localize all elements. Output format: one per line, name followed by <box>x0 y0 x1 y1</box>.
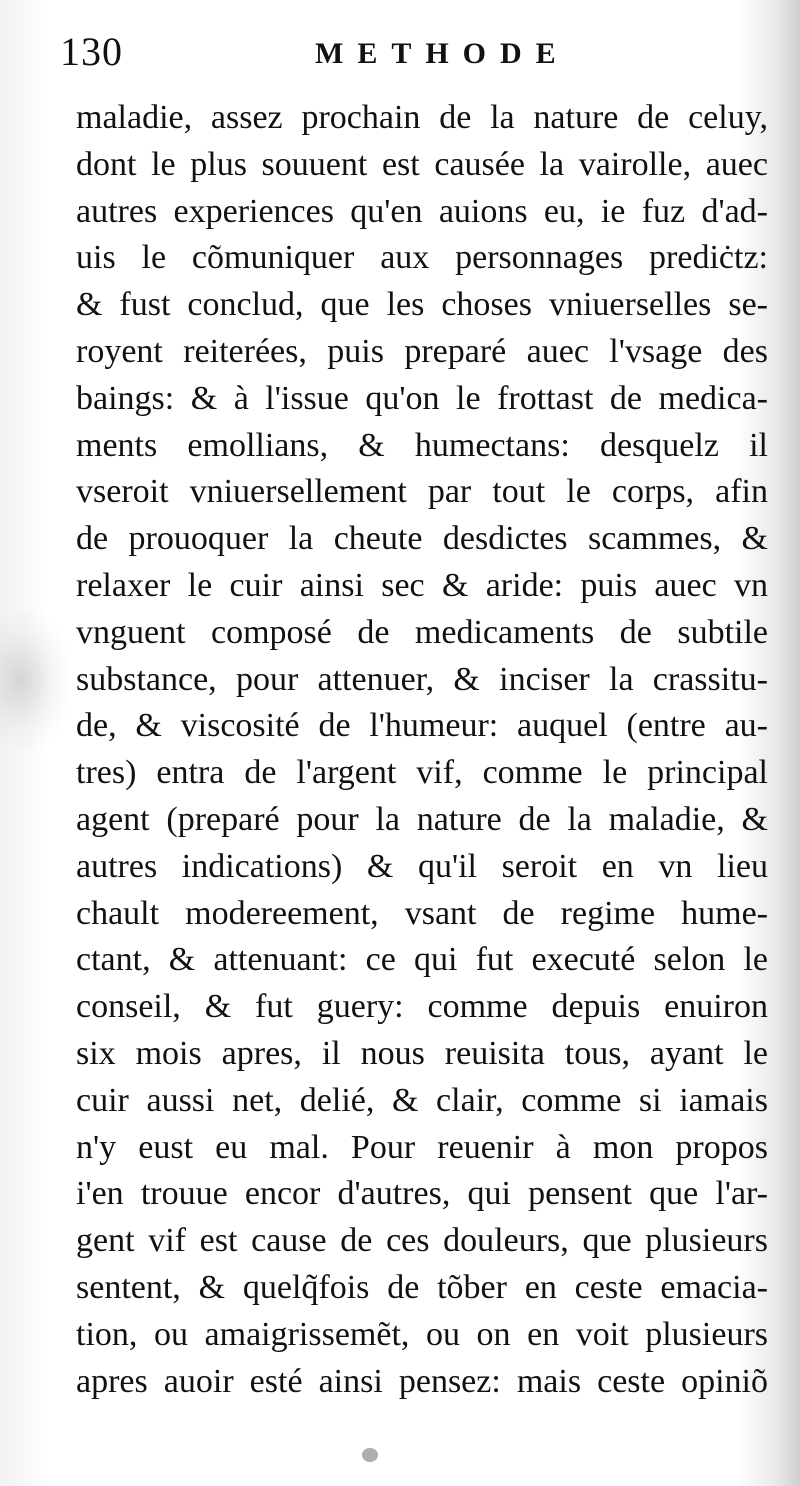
page-number: 130 <box>60 29 123 74</box>
text-line: baings: & à l'issue qu'on le frottast de medica- <box>76 379 768 417</box>
body-text <box>76 95 768 1405</box>
text-line: tres) entra de l'argent vif, comme le principal <box>76 754 768 792</box>
text-line: autres experiences qu'en auions eu, ie fuz d'ad- <box>76 192 768 230</box>
text-line: substance, pour attenuer, & inciser la crassitu- <box>76 660 768 698</box>
running-head: METHODE <box>315 37 570 70</box>
text-line: ments emollians, & humectans: desquelz il <box>76 426 768 464</box>
text-line: cuir aussi net, delié, & clair, comme si iamais <box>76 1081 768 1119</box>
text-line: vnguent composé de medicaments de subtile <box>76 613 768 651</box>
text-line: & fust conclud, que les choses vniuerselles se- <box>76 286 768 324</box>
text-line: de prouoquer la cheute desdictes scammes, & <box>76 520 768 558</box>
text-line: six mois apres, il nous reuisita tous, ayant le <box>76 1034 768 1072</box>
text-line: tion, ou amaigrissemẽt, ou on en voit plusieurs <box>76 1315 768 1353</box>
text-line: ctant, & attenuant: ce qui fut executé selon le <box>76 941 768 979</box>
text-line: de, & viscosité de l'humeur: auquel (entre au- <box>76 707 768 745</box>
page-header <box>60 28 760 88</box>
text-line: sentent, & quelq̃fois de tõber en ceste emacia- <box>76 1268 768 1306</box>
text-line: autres indications) & qu'il seroit en vn lieu <box>76 847 768 885</box>
text-line: apres auoir esté ainsi pensez: mais ceste opiniõ <box>76 1362 768 1400</box>
text-line: n'y eust eu mal. Pour reuenir à mon propos <box>76 1128 768 1166</box>
text-line: i'en trouue encor d'autres, qui pensent que l'ar- <box>76 1175 768 1213</box>
ink-mark <box>362 1448 378 1462</box>
text-line: royent reiterées, puis preparé auec l'vsage des <box>76 332 768 370</box>
text-line: conseil, & fut guery: comme depuis enuiron <box>76 988 768 1026</box>
paper-stain <box>0 610 70 750</box>
text-line: agent (preparé pour la nature de la maladie, & <box>76 800 768 838</box>
text-line: chault modereement, vsant de regime hume- <box>76 894 768 932</box>
text-line: vseroit vniuersellement par tout le corps, afin <box>76 473 768 511</box>
text-line: gent vif est cause de ces douleurs, que plusieurs <box>76 1222 768 1260</box>
text-line: dont le plus souuent est causée la vairolle, auec <box>76 145 768 183</box>
text-line: uis le cõmuniquer aux personnages prediċtz: <box>76 239 768 277</box>
text-line: relaxer le cuir ainsi sec & aride: puis auec vn <box>76 566 768 604</box>
text-line: maladie, assez prochain de la nature de celuy, <box>76 99 768 136</box>
